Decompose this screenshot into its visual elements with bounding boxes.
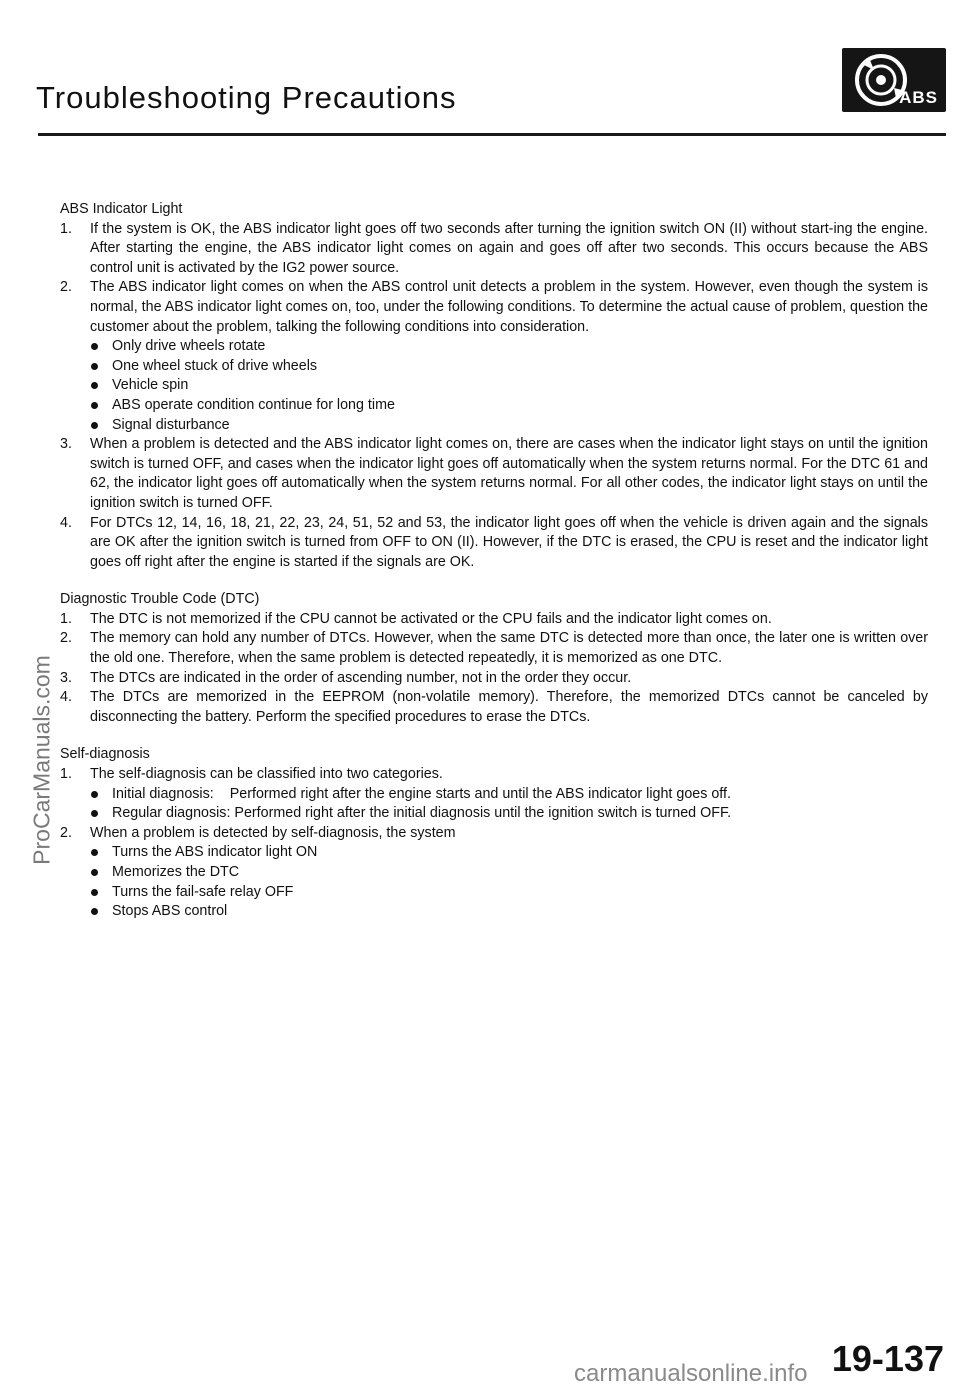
bullet-item: [90, 902, 928, 922]
item-text: When a problem is detected and the ABS indicator light comes on, there are cases when the indicator light stays on until the ignition switch is turned OFF, and cases when the indicator light goes off automatically when the system returns normal. For the DTC 61 and 62, the indicator light goes off automatically when the system returns normal. For all other codes, the indicator light stays on until the ignition switch is turned OFF.: [90, 436, 928, 511]
section-abs-indicator-light: [60, 200, 928, 572]
list-item: [60, 435, 928, 513]
item-text: For DTCs 12, 14, 16, 18, 21, 22, 23, 24, 51, 52 and 53, the indicator light goes off when the vehicle is driven again and the signals are OK after the ignition switch is turned from OFF to ON (II). However, if the DTC is erased, the CPU is reset and the indicator light goes off right after the engine is started if the signals are OK.: [90, 514, 928, 570]
bullet-text: Signal disturbance: [112, 416, 230, 433]
item-text: When a problem is detected by self-diagnosis, the system: [90, 824, 456, 841]
bullet-icon: [91, 343, 98, 350]
bullet-text: Turns the fail-safe relay OFF: [112, 883, 294, 900]
bullet-label: Initial diagnosis:: [112, 785, 214, 802]
item-text: If the system is OK, the ABS indicator light goes off two seconds after turning the ignition switch ON (II) without start-ing the engine. After starting the engine, the ABS indicator light comes on again and goes off after two seconds. This occurs because the ABS control unit is activated by the IG2 power source.: [90, 220, 928, 276]
bullet-item: [90, 883, 928, 903]
page-content: [60, 200, 928, 940]
bullet-icon: [91, 402, 98, 409]
list-item: [60, 669, 928, 689]
abs-badge-label: ABS: [899, 88, 938, 107]
list-item: [60, 824, 928, 922]
item-text: The memory can hold any number of DTCs. However, when the same DTC is detected more than once, the later one is written over the old one. Therefore, when the same problem is detected repeatedly, it is memorized as one DTC.: [90, 630, 928, 667]
bullet-item: [90, 337, 928, 357]
page-title: Troubleshooting Precautions: [36, 80, 457, 115]
bullet-label: Regular diagnosis:: [112, 805, 231, 822]
condition-list: [90, 337, 928, 435]
bullet-item: [90, 804, 928, 824]
item-text: The DTCs are indicated in the order of ascending number, not in the order they occur.: [90, 669, 632, 686]
bullet-icon: [91, 422, 98, 429]
bullet-text: Turns the ABS indicator light ON: [112, 844, 318, 861]
list-item: [60, 278, 928, 435]
list-item: [60, 688, 928, 727]
side-watermark: ProCarManuals.com: [28, 655, 55, 865]
bullet-icon: [91, 908, 98, 915]
bullet-icon: [91, 889, 98, 896]
item-number: 2.: [60, 630, 72, 647]
bullet-item: [90, 416, 928, 436]
system-action-list: [90, 843, 928, 921]
item-number: 2.: [60, 824, 72, 841]
item-number: 1.: [60, 220, 72, 237]
category-list: [90, 785, 928, 824]
item-text: The DTCs are memorized in the EEPROM (non-volatile memory). Therefore, the memorized DTCs cannot be canceled by disconnecting the battery. Perform the specified procedures to erase the DTCs.: [90, 689, 928, 725]
section-self-diagnosis: [60, 745, 928, 921]
bullet-item: [90, 863, 928, 883]
bullet-text: Stops ABS control: [112, 903, 228, 920]
bullet-icon: [91, 791, 98, 798]
page-number: 19-137: [831, 1338, 944, 1379]
section-title: ABS Indicator Light: [60, 201, 183, 217]
item-text: The DTC is not memorized if the CPU cannot be activated or the CPU fails and the indicator light comes on.: [90, 610, 772, 627]
list-item: [60, 765, 928, 824]
item-number: 1.: [60, 610, 72, 627]
bullet-item: [90, 357, 928, 377]
bullet-text: Vehicle spin: [112, 377, 189, 394]
section-dtc: [60, 590, 928, 727]
bullet-item: [90, 396, 928, 416]
list-item: [60, 514, 928, 573]
item-number: 1.: [60, 766, 72, 783]
bottom-watermark: carmanualsonline.info: [574, 1360, 808, 1387]
bullet-item: [90, 376, 928, 396]
item-number: 2.: [60, 279, 72, 296]
section-title: Self-diagnosis: [60, 746, 150, 763]
item-number: 3.: [60, 669, 72, 686]
bullet-icon: [91, 363, 98, 370]
bullet-text: Memorizes the DTC: [112, 864, 240, 880]
bullet-icon: [91, 849, 98, 856]
bullet-item: [90, 843, 928, 863]
list-item: [60, 629, 928, 668]
bullet-text: Performed right after the initial diagnosis until the ignition switch is turned OFF.: [234, 805, 732, 822]
bullet-item: [90, 785, 928, 805]
title-rule: [38, 133, 946, 136]
list-item: [60, 220, 928, 279]
section-title: Diagnostic Trouble Code (DTC): [60, 591, 260, 608]
bullet-icon: [91, 810, 98, 817]
bullet-text: One wheel stuck of drive wheels: [112, 357, 318, 374]
list-item: [60, 610, 928, 630]
item-number: 4.: [60, 514, 72, 531]
item-number: 3.: [60, 436, 72, 453]
item-text: The ABS indicator light comes on when the ABS control unit detects a problem in the system. However, even though the system is normal, the ABS indicator light comes on, too, under the following conditions. To determine the actual cause of problem, question the customer about the problem, talking the following conditions into consideration.: [90, 279, 928, 335]
bullet-text: Only drive wheels rotate: [112, 338, 266, 355]
bullet-icon: [91, 382, 98, 389]
item-number: 4.: [60, 689, 72, 706]
bullet-text: ABS operate condition continue for long time: [112, 396, 395, 413]
bullet-icon: [91, 869, 98, 876]
abs-badge: [842, 48, 946, 112]
item-text: The self-diagnosis can be classified into two categories.: [90, 766, 443, 783]
bullet-text: Performed right after the engine starts and until the ABS indicator light goes off.: [229, 785, 731, 802]
